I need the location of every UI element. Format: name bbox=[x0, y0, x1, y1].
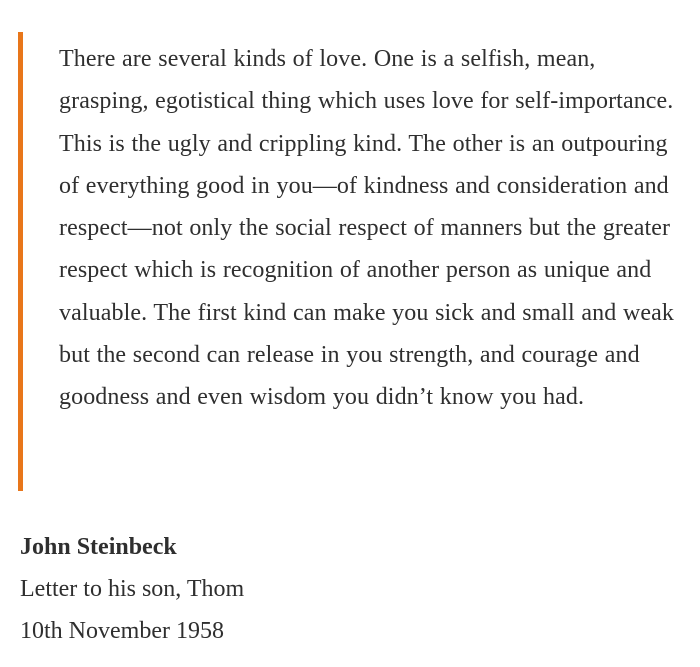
quote-text: There are several kinds of love. One is a selfish, mean, grasping, egotistical thing which uses love for self-importance. This is the ugly and crippling kind. The other is an outpouring of everything good in you—of kindness and consideration and respect—not only the social respect of manners but the greater respect which is recognition of another person as unique and valuable. The first kind can make you sick and small and weak but the second can release in you strength, and courage and goodness and even wisdom you didn’t know you had. bbox=[59, 46, 674, 411]
quote-source: Letter to his son, Thom bbox=[20, 576, 245, 602]
quote-date: 10th November 1958 bbox=[20, 618, 224, 644]
author-name: John Steinbeck bbox=[20, 534, 177, 560]
attribution bbox=[20, 526, 244, 652]
blockquote bbox=[18, 32, 690, 491]
